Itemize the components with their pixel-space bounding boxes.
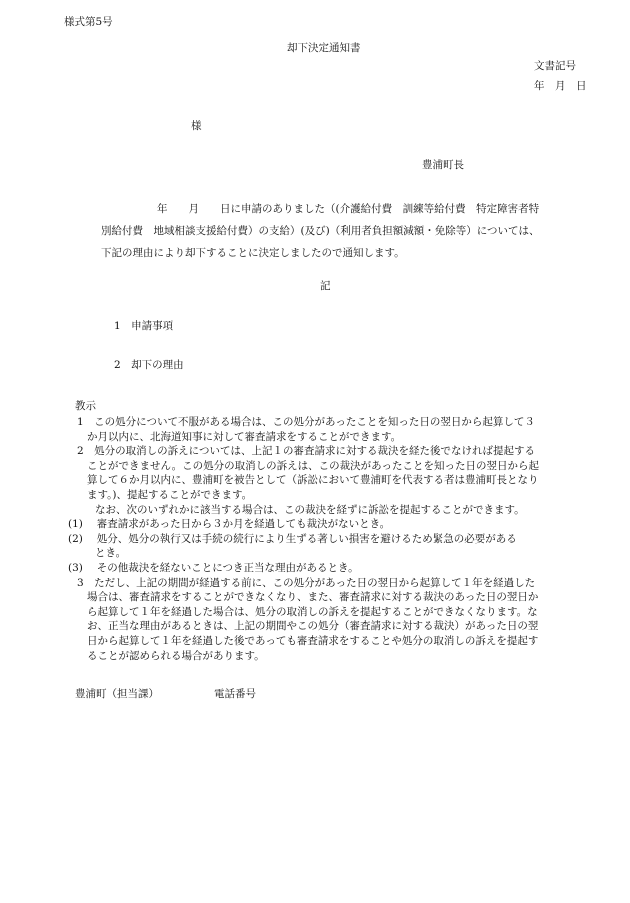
body-line: 別給付費 地域相談支援給付費）の支給）(及び)（利用者負担額減額・免除等）については、 xyxy=(101,225,540,237)
sender: 豊浦町長 xyxy=(422,159,464,171)
ki-heading: 記 xyxy=(320,280,331,292)
kyouji-heading: 教示 xyxy=(75,400,96,412)
date-label: 年 月 日 xyxy=(534,80,587,92)
kyouji-line: 1 この処分について不服がある場合は、この処分があったことを知った日の翌日から起算して３ xyxy=(77,416,535,428)
doc-number-label: 文書記号 xyxy=(534,60,576,72)
kyouji-line: 算して６か月以内に、豊浦町を被告として（訴訟において豊浦町を代表する者は豊浦町長となり xyxy=(87,474,539,487)
body-text xyxy=(0,198,630,264)
kyouji-line: (3) その他裁決を経ないことにつき正当な理由があるとき。 xyxy=(68,561,359,574)
kyouji-line: 3 ただし、上記の期間が経過する前に、この処分があった日の翌日から起算して１年を経過した xyxy=(77,576,536,589)
page-title: 却下決定通知書 xyxy=(287,42,361,54)
kyouji-line: ら起算して１年を経過した場合は、処分の取消しの訴えを提起することができなくなります。な xyxy=(87,605,538,618)
kyouji-line: (2) 処分、処分の執行又は手続の続行により生ずる著しい損害を避けるため緊急の必要がある xyxy=(68,532,517,545)
form-number: 様式第5号 xyxy=(64,16,113,28)
kyouji-line: か月以内に、北海道知事に対して審査請求をすることができます。 xyxy=(87,430,402,443)
body-line: 年 月 日に申請のありました（(介護給付費 訓練等給付費 特定障害者特 xyxy=(157,203,540,215)
kyouji-line: なお、次のいずれかに該当する場合は、この裁決を経ずに訴訟を提起することができます。 xyxy=(95,503,525,516)
kyouji-line: (1) 審査請求があった日から３か月を経過しても裁決がないとき。 xyxy=(68,518,391,531)
item-reason: 2 却下の理由 xyxy=(114,359,184,371)
body-line: 下記の理由により却下することに決定しましたので通知します。 xyxy=(101,247,405,259)
footer-dept: 豊浦町（担当課） xyxy=(75,688,159,700)
addressee-suffix: 様 xyxy=(191,120,202,132)
kyouji-line: お、正当な理由があるときは、上記の期間やこの処分（審査請求に対する裁決）があった日の翌 xyxy=(87,620,539,633)
kyouji-line: 日から起算して１年を経過した後であっても審査請求をすることや処分の取消しの訴えを提起す xyxy=(87,634,539,647)
kyouji-line: 場合は、審査請求をすることができなくなり、また、審査請求に対する裁決のあった日の翌日か xyxy=(87,591,539,604)
kyouji-line: ことができません。この処分の取消しの訴えは、この裁決があったことを知った日の翌日から起 xyxy=(87,459,540,472)
kyouji-line: ることが認められる場合があります。 xyxy=(87,649,265,662)
footer-phone: 電話番号 xyxy=(214,688,256,700)
kyouji-line: ます。)、提起することができます。 xyxy=(87,488,253,501)
kyouji-line: とき。 xyxy=(95,547,127,560)
item-application: 1 申請事項 xyxy=(114,320,174,332)
kyouji-line: 2 処分の取消しの訴えについては、上記１の審査請求に対する裁決を経た後でなければ提起する xyxy=(77,445,535,458)
kyouji-section xyxy=(0,415,630,663)
